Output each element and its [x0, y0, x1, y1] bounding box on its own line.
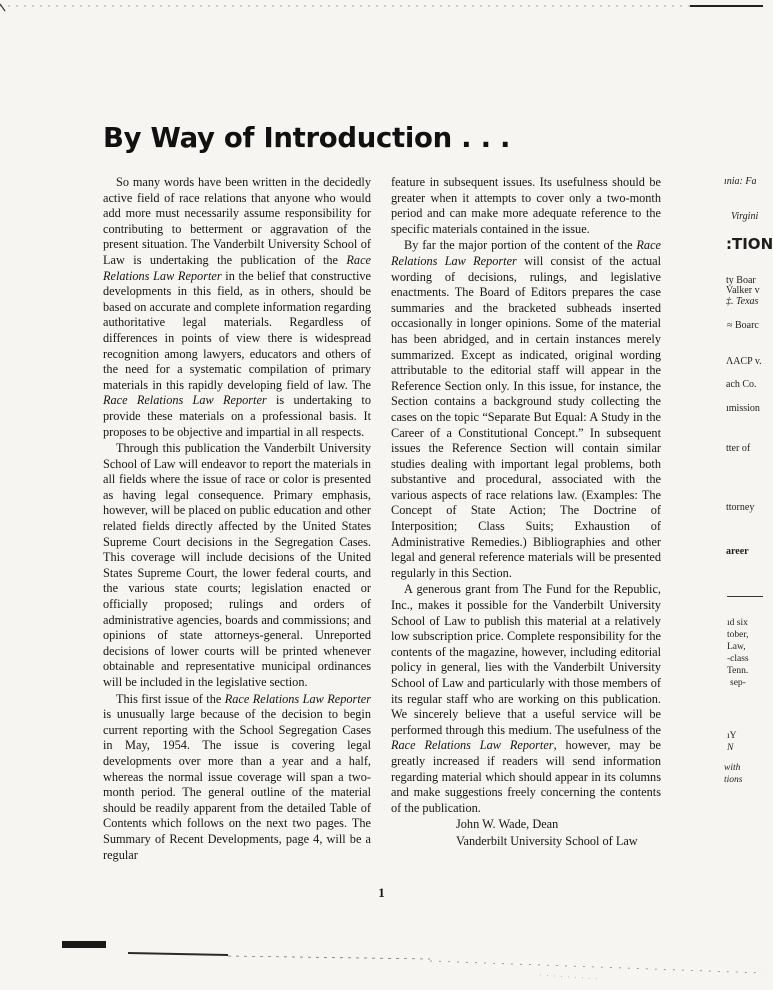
article-column-right	[391, 175, 661, 850]
margin-fragment: Law,	[727, 642, 746, 652]
publication-name: Race Relations Law Reporter	[224, 691, 372, 706]
publication-name: Race Relations Law Reporter	[391, 738, 554, 753]
margin-fragment: Virgini	[731, 211, 759, 222]
page-number: 1	[378, 885, 385, 900]
margin-fragment: areer	[726, 546, 749, 557]
margin-rule	[727, 596, 763, 597]
publication-name: Race Relations Law Reporter	[391, 238, 661, 268]
intro-paragraph-4: feature in subsequent issues. Its usefulness should be greater when it attempts to cover only a two-month period and can make more adequate reference to the specific materials contained in the issue.	[391, 175, 661, 236]
margin-fragment: ıd six	[727, 618, 748, 628]
margin-fragment: ty Boar	[726, 275, 756, 286]
margin-fragment: :TION	[726, 235, 773, 253]
margin-fragment: with	[724, 763, 741, 773]
publication-name: Race Relations Law Reporter	[103, 252, 371, 283]
margin-fragment: ≈ Boarc	[727, 320, 759, 331]
scan-edge-bottom	[0, 925, 763, 990]
margin-fragment: tter of	[726, 443, 751, 454]
page-title: By Way of Introduction . . .	[103, 122, 511, 154]
intro-paragraph-6: A generous grant from The Fund for the Republic, Inc., makes it possible for the Vanderbilt University School of Law to publish this material at a relatively low subscription price. Complete responsibility for the contents of the magazine, however, including editorial policy in general, lies with the Vanderbilt University School of Law and particularly with those members of its regular staff who are working on this publication. We sincerely believe that a useful service will be performed through this medium. The usefulness of the Race Relations Law Reporter, however, may be greatly increased if readers will send information regarding material which should appear in its columns and make suggestions freely concerning the contents of the publication.	[391, 582, 661, 815]
scan-edge-top	[0, 0, 763, 14]
margin-fragment: N	[727, 743, 734, 753]
intro-paragraph-3: This first issue of the Race Relations Law Reporter is unusually large because of the decision to begin current reporting with the School Segregation Cases in May, 1954. The issue is covering legal developments over more than a year and a half, whereas the normal issue coverage will span a two-month period. The general outline of the material should be readily apparent from the detailed Table of Contents which follows on the next two pages. The Summary of Recent Developments, page 4, will be a regular	[103, 691, 372, 862]
signature-affiliation: Vanderbilt University School of Law	[456, 833, 638, 848]
margin-fragment: Valker v	[726, 285, 760, 296]
margin-fragment: sep-	[730, 678, 746, 688]
publication-name: Race Relations Law Reporter	[103, 393, 267, 408]
margin-fragment: ımission	[726, 403, 760, 414]
margin-fragment: tions	[724, 775, 743, 785]
intro-paragraph-2: Through this publication the Vanderbilt University School of Law will endeavor to report the materials in all fields where the issue of race or color is presented as having legal consequence. Primary emphasis, however, will be placed on public education and other related fields directly affected by the United States Supreme Court decisions in the Segregation Cases. This coverage will include decisions of the United States Supreme Court, the lower federal courts, and the various state courts; legislation enacted or officially proposed; rulings and orders of administrative agencies, boards and commissions; and opinions of state attorneys-general. Unreported decisions of lower courts will be printed whenever obtainable and representative municipal ordinances will be included in the legislative section.	[103, 441, 371, 689]
margin-fragment: -class	[727, 654, 749, 664]
margin-fragment: ‡. Texas	[726, 296, 759, 307]
margin-fragment: ttorney	[726, 502, 755, 513]
article-column-left	[103, 175, 371, 863]
intro-paragraph-5: By far the major portion of the content of the Race Relations Law Reporter will consist of the actual wording of decisions, rulings, and legislative enactments. The Board of Editors prepares the case summaries and the bracketed subheads inserted occasionally in longer opinions. Some of the material has been abridged, and in certain instances merely summarized. Except as indicated, original wording attributable to the editorial staff will appear in the Reference Section only. In this issue, for instance, the Section contains a background study collecting the cases on the topic “Separate But Equal: A Study in the Career of a Constitutional Concept.” In subsequent issues the Reference Section will contain similar studies dealing with important legal problems, both substantive and procedural, associated with the various aspects of race relations law. (Examples: The Concept of State Action; The Doctrine of Interposition; Class Suits; Exhaustion of Administrative Remedies.) Bibliographies and other legal and general reference materials will be presented regularly in this Section.	[391, 238, 662, 580]
margin-fragment: Tenn.	[727, 666, 749, 676]
margin-fragment: ΛACP v.	[726, 356, 762, 367]
margin-fragment: tober,	[727, 630, 749, 640]
intro-paragraph-1: So many words have been written in the decidedly active field of race relations that anyone who would add more must necessarily assume responsibility for contributing to betterment or aggravation of the present situation. The Vanderbilt University School of Law is undertaking the publication of the Race Relations Law Reporter in the belief that constructive developments in this field, as in others, should be based on accurate and complete information regarding authoritative legal materials. Regardless of differences in points of view there is widespread recognition among lawyers, educators and others of the need for a systematic compilation of primary materials in this rapidly developing field of law. The Race Relations Law Reporter is undertaking to provide these materials on a professional basis. It proposes to be objective and impartial in all respects.	[103, 175, 372, 439]
margin-fragment: ıY	[727, 731, 737, 741]
signature-name: John W. Wade, Dean	[456, 817, 559, 832]
margin-fragment: ach Co.	[726, 379, 757, 390]
margin-fragment: ınia: Fa	[724, 176, 757, 187]
